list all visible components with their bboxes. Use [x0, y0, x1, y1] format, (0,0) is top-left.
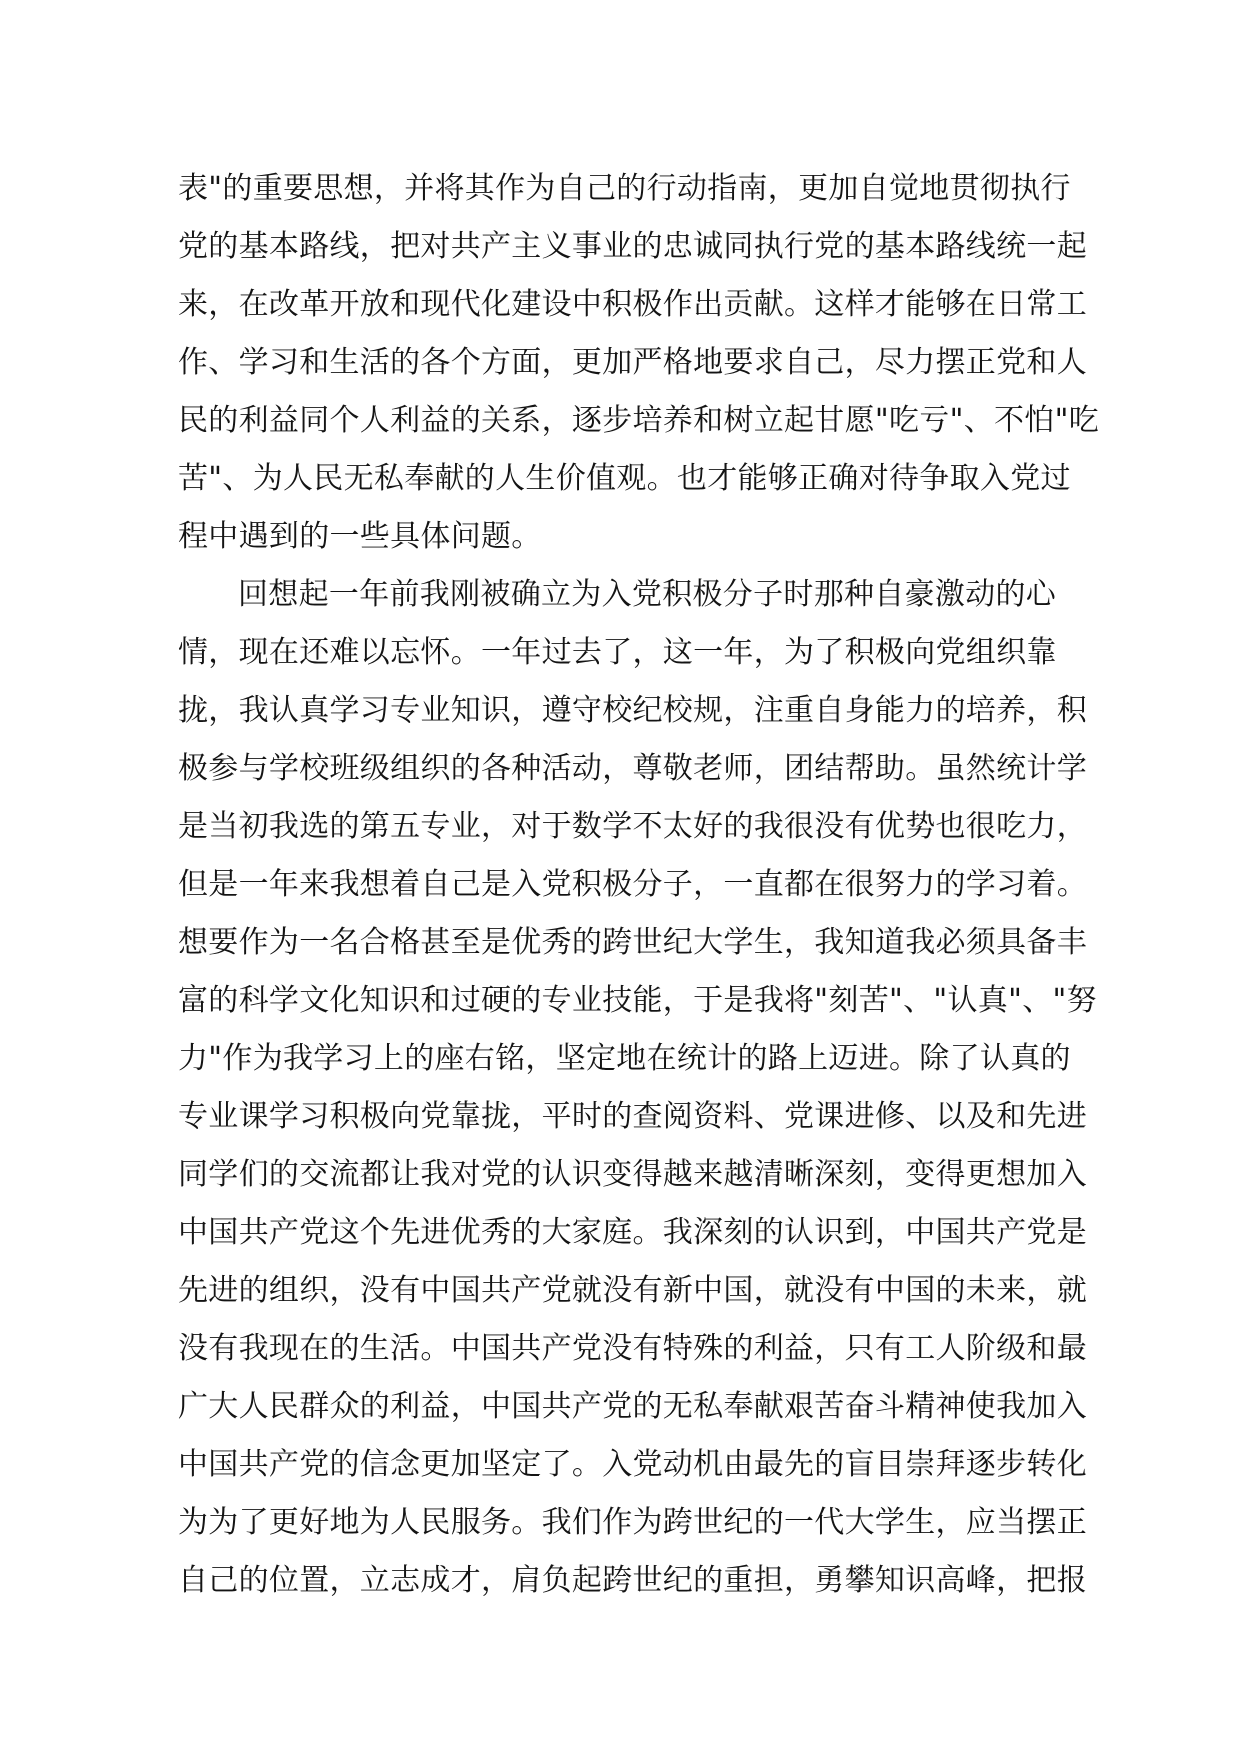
text-line: 富的科学文化知识和过硬的专业技能，于是我将"刻苦"、"认真"、"努: [178, 983, 1097, 1018]
text-line: 来，在改革开放和现代化建设中积极作出贡献。这样才能够在日常工: [178, 287, 1087, 322]
text-line: 程中遇到的一些具体问题。: [178, 519, 542, 554]
text-line: 拢，我认真学习专业知识，遵守校纪校规，注重自身能力的培养，积: [178, 693, 1087, 728]
text-line: 民的利益同个人利益的关系，逐步培养和树立起甘愿"吃亏"、不怕"吃: [178, 403, 1099, 438]
text-line: 中国共产党的信念更加坚定了。入党动机由最先的盲目崇拜逐步转化: [178, 1447, 1087, 1482]
text-line: 极参与学校班级组织的各种活动，尊敬老师，团结帮助。虽然统计学: [178, 751, 1087, 786]
text-line: 中国共产党这个先进优秀的大家庭。我深刻的认识到，中国共产党是: [178, 1215, 1087, 1250]
text-line: 是当初我选的第五专业，对于数学不太好的我很没有优势也很吃力，: [178, 809, 1087, 844]
text-line: 情，现在还难以忘怀。一年过去了，这一年，为了积极向党组织靠: [178, 635, 1057, 670]
text-line: 自己的位置，立志成才，肩负起跨世纪的重担，勇攀知识高峰，把报: [178, 1563, 1087, 1598]
text-line: 为为了更好地为人民服务。我们作为跨世纪的一代大学生，应当摆正: [178, 1505, 1087, 1540]
text-line: 作、学习和生活的各个方面，更加严格地要求自己，尽力摆正党和人: [178, 345, 1087, 380]
text-line: 表"的重要思想，并将其作为自己的行动指南，更加自觉地贯彻执行: [178, 171, 1071, 206]
text-line: 广大人民群众的利益，中国共产党的无私奉献艰苦奋斗精神使我加入: [178, 1389, 1087, 1424]
text-line: 力"作为我学习上的座右铭，坚定地在统计的路上迈进。除了认真的: [178, 1041, 1071, 1076]
text-line: 同学们的交流都让我对党的认识变得越来越清晰深刻，变得更想加入: [178, 1157, 1087, 1192]
document-body: [178, 160, 1099, 1610]
text-line: 专业课学习积极向党靠拢，平时的查阅资料、党课进修、以及和先进: [178, 1099, 1087, 1134]
text-line: 想要作为一名合格甚至是优秀的跨世纪大学生，我知道我必须具备丰: [178, 925, 1087, 960]
text-line: 党的基本路线，把对共产主义事业的忠诚同执行党的基本路线统一起: [178, 229, 1087, 264]
text-line: 先进的组织，没有中国共产党就没有新中国，就没有中国的未来，就: [178, 1273, 1087, 1308]
text-line: 但是一年来我想着自己是入党积极分子，一直都在很努力的学习着。: [178, 867, 1087, 902]
paragraph-first-line: 回想起一年前我刚被确立为入党积极分子时那种自豪激动的心: [238, 577, 1057, 612]
text-line: 没有我现在的生活。中国共产党没有特殊的利益，只有工人阶级和最: [178, 1331, 1087, 1366]
text-line: 苦"、为人民无私奉献的人生价值观。也才能够正确对待争取入党过: [178, 461, 1071, 496]
